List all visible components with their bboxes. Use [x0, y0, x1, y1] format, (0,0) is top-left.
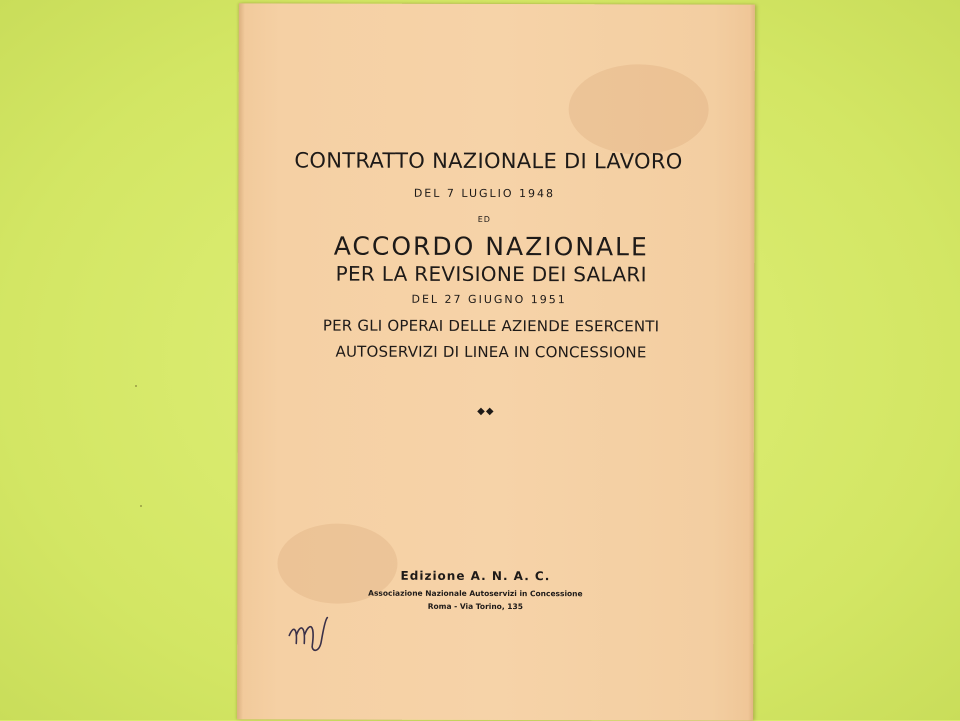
cover-title-contract: CONTRATTO NAZIONALE DI LAVORO — [294, 148, 683, 174]
publisher-address: Roma - Via Torino, 135 — [427, 601, 523, 612]
background-speck — [140, 505, 142, 507]
booklet-cover — [237, 3, 755, 720]
cover-date-1951: DEL 27 GIUGNO 1951 — [411, 292, 567, 307]
cover-title-salary-revision: PER LA REVISIONE DEI SALARI — [335, 261, 647, 287]
ornament-diamonds: ◆◆ — [477, 405, 495, 417]
publisher-association: Associazione Nazionale Autoservizi in Concessione — [368, 588, 583, 599]
cover-subtitle-workers: PER GLI OPERAI DELLE AZIENDE ESERCENTI — [322, 316, 660, 336]
handwritten-mark — [285, 613, 345, 657]
cover-title-agreement: ACCORDO NAZIONALE — [333, 231, 649, 262]
background-speck — [135, 385, 137, 387]
cover-date-1948: DEL 7 LUGLIO 1948 — [413, 186, 556, 201]
publisher-edition: Edizione A. N. A. C. — [400, 568, 551, 584]
cover-subtitle-services: AUTOSERVIZI DI LINEA IN CONCESSIONE — [335, 342, 647, 362]
cover-conjunction: ED — [477, 214, 491, 224]
paper-stain — [569, 64, 709, 154]
